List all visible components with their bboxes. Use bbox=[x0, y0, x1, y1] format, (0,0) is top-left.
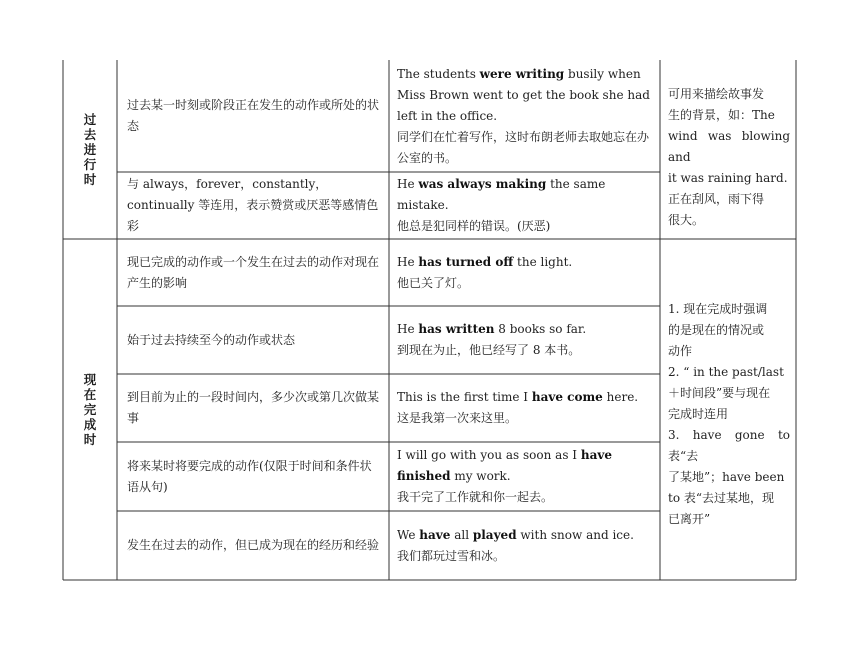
example-text: He bbox=[397, 177, 419, 191]
example-keyword: has turned off bbox=[418, 254, 514, 269]
example-keyword: have come bbox=[531, 390, 603, 404]
usage-text: 到目前为止的一段时间内，多少次或第几次做某事 bbox=[127, 390, 380, 425]
note-line: 可用来描绘故事发 bbox=[668, 87, 765, 101]
note-line: 完成时连用 bbox=[668, 407, 729, 421]
example-en bbox=[397, 174, 654, 216]
usage-text: 始于过去持续至今的动作或状态 bbox=[127, 332, 296, 347]
note-lines bbox=[668, 84, 790, 231]
tense-char: 在 bbox=[83, 387, 97, 402]
example-text: my work. bbox=[450, 469, 511, 483]
example-zh: 他总是犯同样的错误。(厌恶) bbox=[397, 219, 551, 233]
note-line: 生的背景，如：The bbox=[668, 108, 775, 122]
usage-text: 过去某一时刻或阶段正在发生的动作或所处的状态 bbox=[127, 98, 380, 133]
tense-char: 成 bbox=[83, 417, 97, 432]
note-line: 了某地”；have been bbox=[668, 470, 785, 484]
example-cell bbox=[389, 172, 660, 239]
example-en bbox=[397, 319, 654, 340]
example-zh: 到现在为止，他已经写了 8 本书。 bbox=[397, 343, 581, 357]
usage-cell bbox=[117, 442, 389, 511]
example-keyword: played bbox=[472, 527, 517, 542]
note-line: 1. 现在完成时强调 bbox=[668, 302, 768, 316]
note-lines bbox=[668, 299, 790, 530]
example-text: He bbox=[397, 254, 419, 269]
example-text: He bbox=[397, 322, 419, 336]
usage-text: 与 always，forever，constantly，continually 等连用，表示赞赏或厌恶等感情色彩 bbox=[127, 177, 379, 233]
example-text: 8 books so far. bbox=[494, 322, 587, 336]
note-line: it was raining hard. bbox=[668, 171, 788, 185]
note-line: 动作 bbox=[668, 344, 693, 358]
example-zh: 他已关了灯。 bbox=[397, 275, 470, 290]
tense-char: 过 bbox=[83, 112, 97, 127]
tense-char bbox=[84, 112, 97, 187]
example-text: here. bbox=[602, 390, 639, 404]
usage-cell bbox=[117, 60, 389, 172]
example-en bbox=[397, 64, 654, 127]
example-text: the same mistake. bbox=[397, 177, 606, 212]
example-cell bbox=[389, 239, 660, 306]
note-line: 的是现在的情况或 bbox=[668, 323, 765, 337]
example-cell bbox=[389, 511, 660, 580]
example-text: all bbox=[450, 527, 473, 542]
note-line: 正在刮风，雨下得 bbox=[668, 192, 765, 206]
note-line: wind was blowing and bbox=[668, 129, 790, 164]
tense-char: 去 bbox=[83, 127, 97, 142]
example-text: with snow and ice. bbox=[516, 527, 634, 542]
usage-cell bbox=[117, 374, 389, 442]
tense-label-past-continuous bbox=[63, 60, 117, 239]
note-line: ＋时间段”要与现在 bbox=[668, 386, 771, 400]
example-en bbox=[397, 252, 654, 273]
note-cell-present-perfect bbox=[660, 239, 796, 580]
example-text: busily when Miss Brown went to get the book she had left in the office. bbox=[397, 66, 650, 123]
example-cell bbox=[389, 374, 660, 442]
usage-cell bbox=[117, 239, 389, 306]
example-text: We bbox=[397, 527, 420, 542]
example-keyword: was always making bbox=[418, 177, 547, 191]
example-en bbox=[397, 525, 654, 546]
tense-char: 完 bbox=[83, 402, 97, 417]
usage-cell bbox=[117, 172, 389, 239]
note-cell-past-continuous bbox=[660, 60, 796, 239]
example-cell bbox=[389, 306, 660, 374]
usage-text: 现已完成的动作或一个发生在过去的动作对现在产生的影响 bbox=[127, 254, 380, 290]
example-text: This is the first time I bbox=[397, 390, 532, 404]
example-text: The students bbox=[397, 66, 480, 81]
example-keyword: were writing bbox=[479, 66, 565, 81]
tense-label-present-perfect bbox=[63, 239, 117, 580]
note-line: 2. “ in the past/last bbox=[668, 365, 784, 379]
example-cell bbox=[389, 442, 660, 511]
example-en bbox=[397, 445, 654, 487]
tense-char: 进 bbox=[83, 142, 97, 157]
example-text: the light. bbox=[513, 254, 573, 269]
example-en bbox=[397, 387, 654, 408]
example-keyword: have finished bbox=[397, 448, 612, 483]
note-line: to 表“去过某地，现 bbox=[668, 491, 774, 505]
example-cell bbox=[389, 60, 660, 172]
example-zh: 这是我第一次来这里。 bbox=[397, 411, 518, 425]
example-text: I will go with you as soon as I bbox=[397, 448, 581, 462]
usage-text: 发生在过去的动作，但已成为现在的经历和经验 bbox=[127, 538, 380, 552]
tense-char: 时 bbox=[83, 432, 97, 447]
example-zh: 同学们在忙着写作，这时布朗老师去取她忘在办公室的书。 bbox=[397, 129, 650, 165]
tense-char: 现 bbox=[83, 372, 97, 387]
example-zh: 我干完了工作就和你一起去。 bbox=[397, 490, 554, 504]
tense-char: 行 bbox=[83, 157, 97, 172]
note-line: 很大。 bbox=[668, 213, 705, 227]
note-line: 已离开” bbox=[668, 512, 711, 526]
tense-char: 时 bbox=[83, 172, 97, 187]
example-zh: 我们都玩过雪和冰。 bbox=[397, 548, 506, 563]
example-keyword: have bbox=[419, 527, 451, 542]
example-keyword: has written bbox=[418, 322, 495, 336]
tense-char bbox=[84, 372, 97, 447]
usage-cell bbox=[117, 306, 389, 374]
note-line: 3. have gone to 表“去 bbox=[668, 428, 790, 463]
usage-text: 将来某时将要完成的动作(仅限于时间和条件状语从句) bbox=[127, 458, 372, 494]
usage-cell bbox=[117, 511, 389, 580]
